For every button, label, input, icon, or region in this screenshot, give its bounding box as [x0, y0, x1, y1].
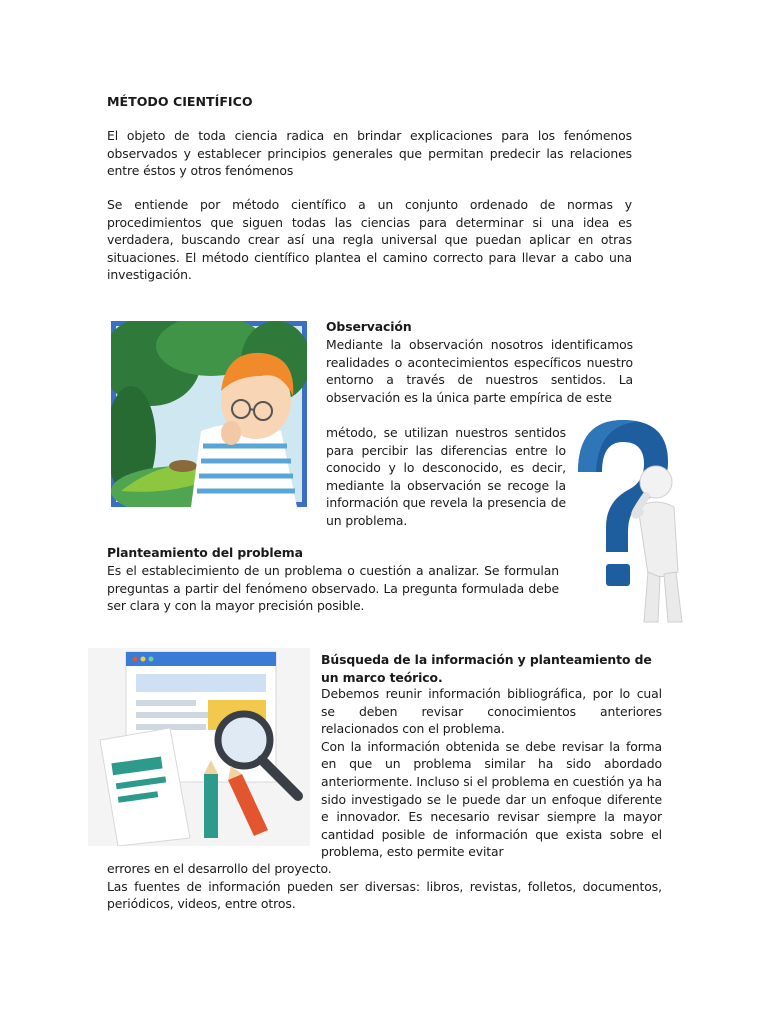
observation-heading: Observación — [326, 319, 412, 334]
observation-text-part-1: Mediante la observación nosotros identificamos realidades o acontecimientos específicos nuestro entorno a través de nuestros sentidos. La observación es la única parte empírica de este — [326, 337, 633, 405]
research-text-block — [321, 685, 662, 861]
research-text-continuation — [107, 860, 662, 913]
intro-paragraph-2: Se entiende por método científico a un conjunto ordenado de normas y procedimientos que siguen todas las ciencias para determinar si una idea es verdadera, buscando crear así una regla universal que puedan aplicar en otras situaciones. El método científico plantea el camino correcto para llevar a cabo una investigación. — [107, 197, 632, 283]
observation-text-part-2: método, se utilizan nuestros sentidos para percibir las diferencias entre lo conocido y lo desconocido, es decir, mediante la observación se recoge la información que revela la presencia de un problema. — [326, 425, 566, 528]
research-heading: Búsqueda de la información y planteamiento de un marco teórico. — [321, 652, 652, 685]
research-text-part-2: Con la información obtenida se debe revisar la forma en que un problema similar ha sido abordado anteriormente. Incluso si el problema en cuestión ya ha sido investigado se le puede dar un enfoque diferente e innovador. Es necesario revisar siempre la mayor cantidad posible de información que exista sobre el problema, esto permite evitar — [321, 738, 662, 860]
problem-statement-text: Es el establecimiento de un problema o cuestión a analizar. Se formulan preguntas a partir del fenómeno observado. La pregunta formulada debe ser clara y con la mayor precisión posible. — [107, 563, 559, 614]
question-mark-figure-image — [568, 412, 686, 630]
research-text-part-3: errores en el desarrollo del proyecto. — [107, 861, 332, 876]
research-text-part-4: Las fuentes de información pueden ser diversas: libros, revistas, folletos, documentos, periódicos, videos, entre otros. — [107, 878, 662, 912]
intro-paragraph-1: El objeto de toda ciencia radica en brindar explicaciones para los fenómenos observados y establecer principios generales que permitan predecir las relaciones entre éstos y otros fenómenos — [107, 128, 632, 179]
page-title: MÉTODO CIENTÍFICO — [107, 94, 253, 109]
problem-statement-heading: Planteamiento del problema — [107, 545, 303, 560]
research-text-part-1: Debemos reunir información bibliográfica, por lo cual se deben revisar conocimientos anteriores relacionados con el problema. — [321, 686, 662, 737]
observation-illustration — [111, 321, 307, 507]
research-illustration — [88, 648, 310, 846]
